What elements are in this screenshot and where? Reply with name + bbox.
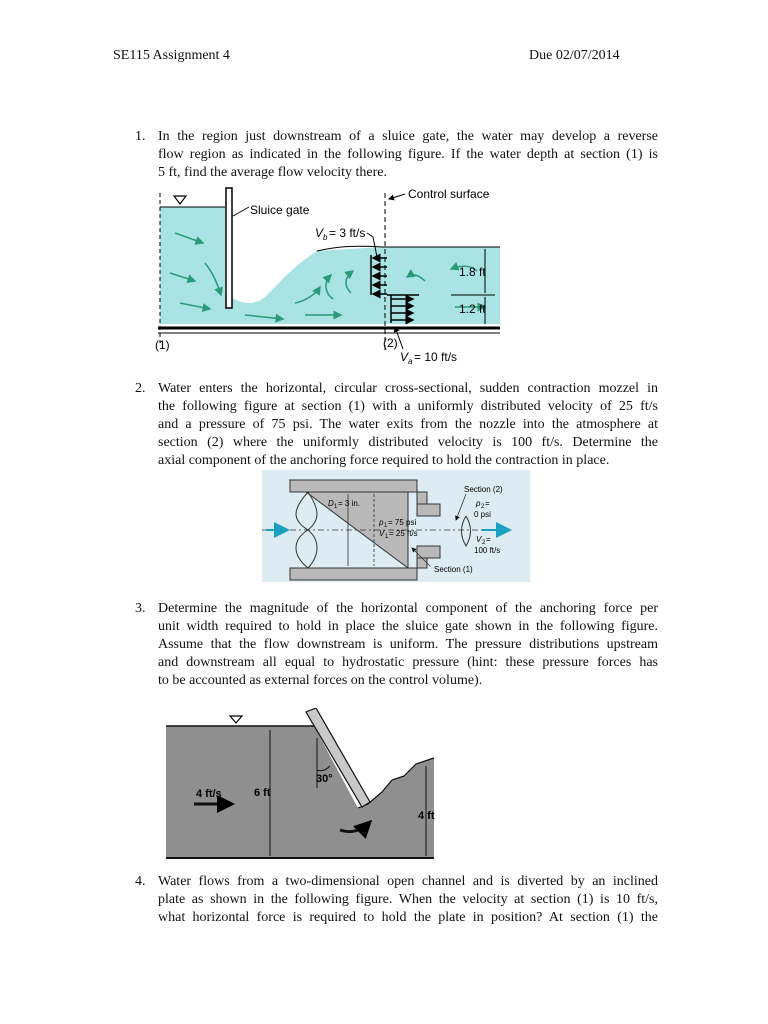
text-line: plate as shown in the following figure. When the velocity at section (1) is 10 ft/s, (158, 892, 658, 907)
text-line: to be accounted as external forces on the control volume). (158, 673, 483, 688)
sluice-gate-reverse-flow-figure (155, 183, 500, 368)
section-2-label: (2) (383, 336, 398, 350)
text-line: Water flows from a two-dimensional open channel and is diverted by an inclined (158, 874, 658, 889)
p2-symbol: p (476, 499, 481, 508)
text-line: Water enters the horizontal, circular cross-sectional, sudden contraction mozzel in (158, 381, 658, 396)
control-surface-label: Control surface (408, 187, 490, 201)
inclined-sluice-gate-figure (166, 708, 441, 868)
text-line: Assume that the flow downstream is uniform. The pressure distributions upstream (158, 637, 658, 652)
question-text (158, 873, 658, 927)
text-line: axial component of the anchoring force required to hold the contraction in place. (158, 453, 610, 468)
p1-value: = 75 psi (388, 518, 417, 527)
free-surface-triangle-icon (230, 716, 242, 723)
depth-lower-label: 1.2 ft (459, 302, 486, 316)
text-line: 5 ft, find the average flow velocity there. (158, 165, 387, 180)
upstream-depth-label: 6 ft (254, 787, 271, 799)
vb-value: = 3 ft/s (329, 226, 366, 240)
text-line: the following figure at section (1) with a uniformly distributed velocity of 25 ft/s (158, 399, 658, 414)
sluice-gate-label: Sluice gate (250, 203, 310, 217)
v2-subscript: 2 (482, 540, 486, 546)
section-1-label: Section (1) (434, 565, 473, 574)
va-value: = 10 ft/s (414, 350, 458, 364)
v2-symbol: V (476, 535, 482, 544)
question-number: 4. (135, 874, 146, 889)
d1-symbol: D (328, 499, 334, 508)
v2-equals: = (486, 535, 491, 544)
section-1-label: (1) (155, 338, 170, 352)
section-2-label: Section (2) (464, 485, 503, 494)
sluice-gate-plate (226, 188, 232, 308)
downstream-depth-label: 4 ft (418, 810, 435, 822)
gate-angle-label: 30° (316, 773, 333, 785)
text-line: section (2) where the uniformly distributed velocity is 100 ft/s. Determine the (158, 435, 658, 450)
question-text (158, 380, 658, 470)
vb-subscript: b (323, 233, 328, 242)
upstream-velocity-label: 4 ft/s (196, 788, 222, 800)
p1-symbol: p (379, 518, 384, 527)
sudden-contraction-nozzle-figure (262, 470, 530, 582)
question-text (158, 128, 658, 182)
va-symbol: V (400, 350, 409, 364)
v1-subscript: 1 (385, 534, 389, 540)
question-text (158, 600, 658, 690)
va-subscript: a (408, 357, 413, 366)
text-line: what horizontal force is required to hold the plate in position? At section (1) the (158, 910, 658, 925)
d1-value: = 3 in. (338, 499, 361, 508)
water-region (160, 207, 500, 324)
header-assignment-title: SE115 Assignment 4 (113, 48, 230, 63)
header-due-date: Due 02/07/2014 (529, 48, 620, 63)
question-number: 3. (135, 601, 146, 616)
v1-symbol: V (379, 529, 385, 538)
text-line: unit width required to hold in place the sluice gate shown in the following figure. (158, 619, 658, 634)
text-line: Determine the magnitude of the horizontal component of the anchoring force per (158, 601, 658, 616)
text-line: and downstream all equal to hydrostatic pressure (hint: these pressure forces has (158, 655, 658, 670)
p2-equals: = (485, 499, 490, 508)
vb-symbol: V (315, 226, 324, 240)
free-surface-triangle-icon (174, 196, 186, 204)
d1-subscript: 1 (334, 504, 338, 510)
v2-value: 100 ft/s (474, 546, 501, 555)
text-line: In the region just downstream of a sluice gate, the water may develop a reverse (158, 129, 658, 144)
p2-value: 0 psi (474, 510, 491, 519)
text-line: and a pressure of 75 psi. The water exits from the nozzle into the atmosphere at (158, 417, 658, 432)
p2-subscript: 2 (481, 504, 485, 510)
question-number: 2. (135, 381, 146, 396)
depth-upper-label: 1.8 ft (459, 265, 486, 279)
v1-value: = 25 ft/s (389, 529, 418, 538)
question-number: 1. (135, 129, 146, 144)
p1-subscript: 1 (384, 523, 388, 529)
text-line: flow region as indicated in the following figure. If the water depth at section (1) is (158, 147, 658, 162)
